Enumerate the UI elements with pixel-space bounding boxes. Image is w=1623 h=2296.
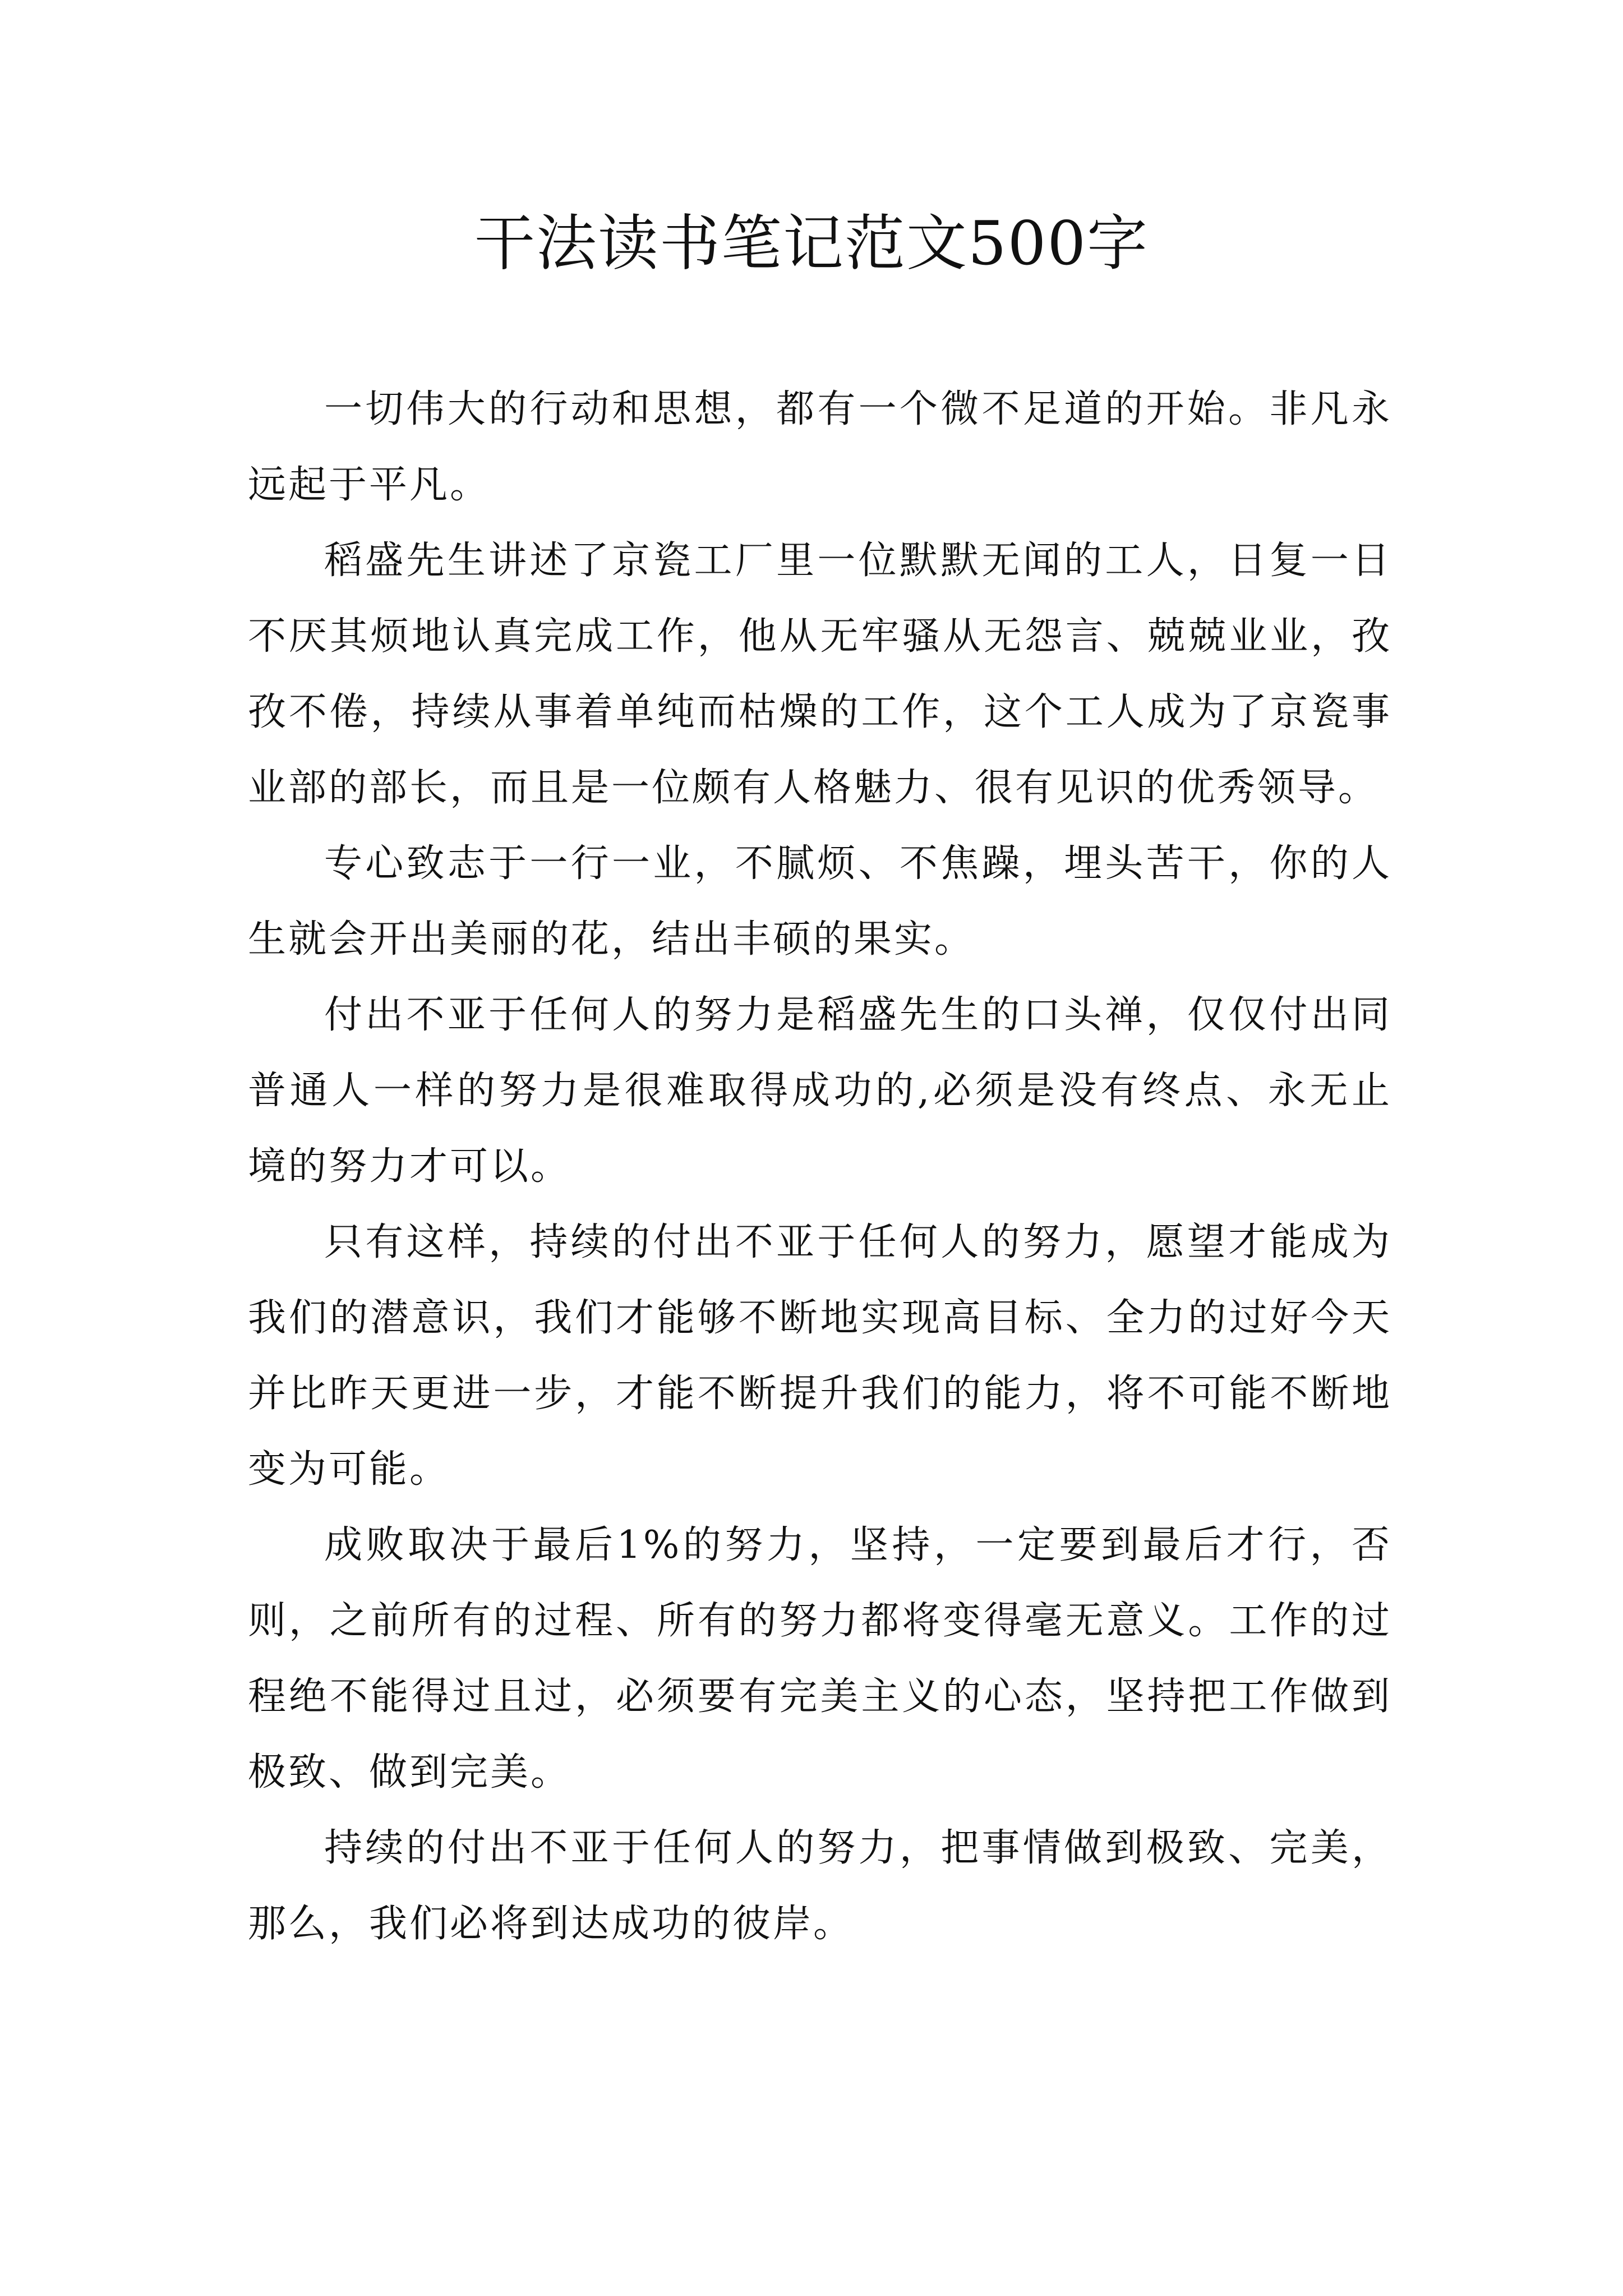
paragraph-7: 持续的付出不亚于任何人的努力，把事情做到极致、完美，那么，我们必将到达成功的彼岸。 (248, 1826, 1392, 1946)
document-body (248, 371, 1392, 1962)
paragraph-5: 只有这样，持续的付出不亚于任何人的努力，愿望才能成为我们的潜意识，我们才能够不断地实现高目标、全力的过好今天并比昨天更进一步，才能不断提升我们的能力，将不可能不断地变为可能。 (248, 1220, 1392, 1492)
paragraph-4: 付出不亚于任何人的努力是稻盛先生的口头禅，仅仅付出同普通人一样的努力是很难取得成功的,必须是没有终点、永无止境的努力才可以。 (248, 993, 1392, 1189)
paragraph-3: 专心致志于一行一业，不腻烦、不焦躁，埋头苦干，你的人生就会开出美丽的花，结出丰硕的果实。 (248, 841, 1392, 961)
paragraph-6: 成败取决于最后1%的努力，坚持，一定要到最后才行，否则，之前所有的过程、所有的努力都将变得毫无意义。工作的过程绝不能得过且过，必须要有完美主义的心态，坚持把工作做到极致、做到完美。 (248, 1523, 1392, 1795)
paragraph-1: 一切伟大的行动和思想，都有一个微不足道的开始。非凡永远起于平凡。 (248, 387, 1392, 507)
paragraph-2: 稻盛先生讲述了京瓷工厂里一位默默无闻的工人，日复一日不厌其烦地认真完成工作，他从无牢骚从无怨言、兢兢业业，孜孜不倦，持续从事着单纯而枯燥的工作，这个工人成为了京瓷事业部的部长，而且是一位颇有人格魅力、很有见识的优秀领导。 (248, 539, 1392, 810)
document-title: 干法读书笔记范文500字 (474, 209, 1149, 279)
